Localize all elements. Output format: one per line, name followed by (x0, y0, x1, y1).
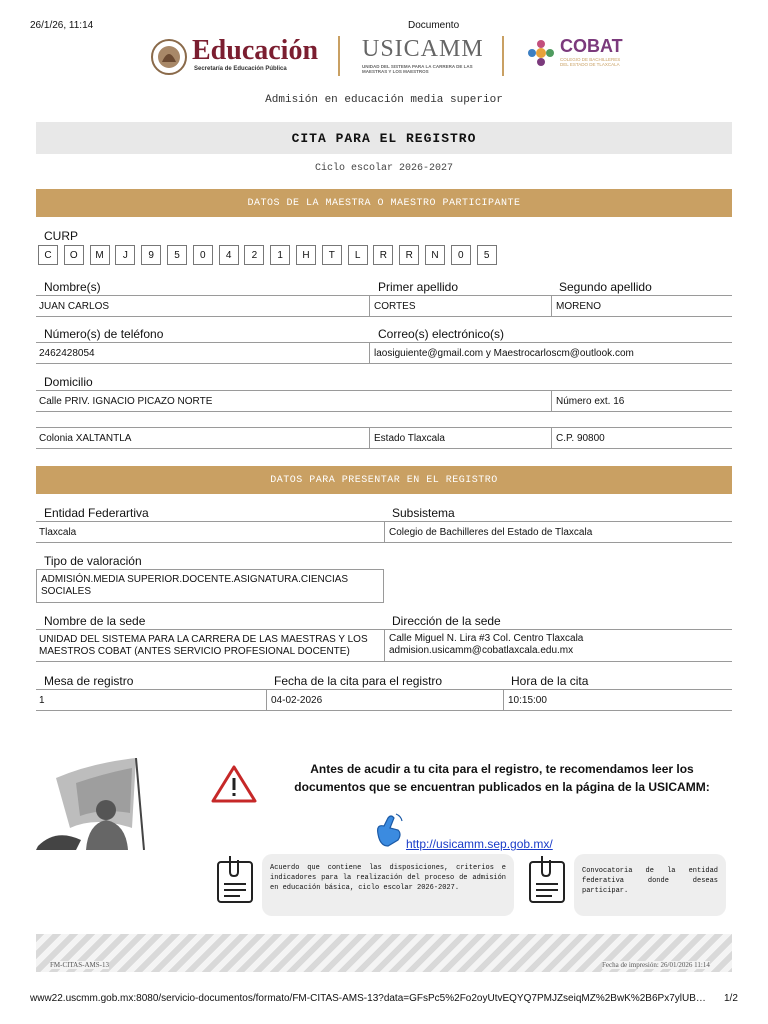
segundo-apellido-label: Segundo apellido (559, 280, 652, 294)
print-url: www22.uscmm.gob.mx:8080/servicio-documentos/formato/FM-CITAS-AMS-13?data=GFsPc5%2Fo2oyUtvEQYQ7PMJZseiqMZ%2BwK%2B6Px7ylUB… (30, 993, 706, 1004)
segundo-apellido-value: MORENO (556, 300, 601, 312)
doc-title: CITA PARA EL REGISTRO (36, 122, 732, 154)
woman-flag-icon (36, 758, 154, 850)
entidad-value: Tlaxcala (39, 526, 77, 538)
rule (384, 629, 385, 662)
rule (36, 411, 732, 412)
rule (36, 689, 732, 690)
cobat-flower-icon (526, 38, 556, 72)
rule (36, 710, 732, 711)
doc-card-convocatoria-text: Convocatoria de la entidad federativa donde deseas participar. (582, 867, 718, 895)
sep-name: Educación (192, 35, 319, 66)
mesa-label: Mesa de registro (44, 674, 134, 688)
direccion-value (389, 633, 583, 657)
usicamm-name: USICAMM (362, 36, 484, 62)
fecha-label: Fecha de la cita para el registro (274, 674, 443, 688)
document-icon (214, 854, 258, 904)
curp-char-box: T (322, 245, 342, 265)
sep-logo (150, 36, 330, 78)
fecha-value: 04-02-2026 (271, 694, 323, 706)
cp-value: C.P. 90800 (556, 432, 605, 444)
curp-char-box: 0 (451, 245, 471, 265)
rule (551, 295, 552, 317)
doc-card-acuerdo-text: Acuerdo que contiene las disposiciones, criterios e indicadores para la realización del proceso de admisión en educación básica, ciclo escolar 2026-2027. (270, 864, 506, 892)
telefono-value: 2462428054 (39, 347, 95, 359)
section-participant-header: DATOS DE LA MAESTRA O MAESTRO PARTICIPANTE (36, 189, 732, 217)
rule (551, 390, 552, 412)
pointing-hand-icon (370, 812, 404, 848)
sede-label: Nombre de la sede (44, 614, 146, 628)
curp-char-box: 0 (193, 245, 213, 265)
warning-icon (210, 764, 258, 804)
curp-char-box: C (38, 245, 58, 265)
school-cycle: Ciclo escolar 2026-2027 (314, 163, 454, 174)
logo-divider (338, 36, 340, 76)
hora-value: 10:15:00 (508, 694, 547, 706)
print-datetime: 26/1/26, 11:14 (30, 20, 94, 31)
cobat-logo (526, 36, 636, 78)
usicamm-logo (362, 36, 492, 78)
mesa-value: 1 (39, 694, 45, 706)
print-page-number: 1/2 (724, 993, 738, 1004)
cobat-sub: COLEGIO DE BACHILLERES DEL ESTADO DE TLAXCALA (560, 57, 621, 67)
doc-card-acuerdo[interactable] (262, 854, 514, 916)
rule (36, 448, 732, 449)
tipo-label: Tipo de valoración (44, 554, 142, 568)
curp-label: CURP (44, 229, 79, 243)
direccion-label: Dirección de la sede (392, 614, 501, 628)
notice-text: Antes de acudir a tu cita para el registro, te recomendamos leer los documentos que se encuentran publicados en la página de la USICAMM: (294, 762, 710, 794)
curp-char-box: J (115, 245, 135, 265)
rule (36, 316, 732, 317)
curp-char-box: N (425, 245, 445, 265)
curp-char-box: 5 (477, 245, 497, 265)
entidad-label: Entidad Federartiva (44, 506, 149, 520)
sede-value: UNIDAD DEL SISTEMA PARA LA CARRERA DE LAS MAESTRAS Y LOS MAESTROS COBAT (ANTES SERVICIO PROFESIONAL DOCENTE) (39, 633, 368, 657)
subsistema-label: Subsistema (392, 506, 455, 520)
nombres-label: Nombre(s) (44, 280, 101, 294)
curp-char-box: R (373, 245, 393, 265)
hora-label: Hora de la cita (511, 674, 589, 688)
curp-char-box: H (296, 245, 316, 265)
colonia-value: Colonia XALTANTLA (39, 432, 132, 444)
section-registration-header: DATOS PARA PRESENTAR EN EL REGISTRO (36, 466, 732, 494)
telefono-label: Número(s) de teléfono (44, 327, 164, 341)
domicilio-label: Domicilio (44, 375, 93, 389)
rule (369, 427, 370, 449)
form-code: FM-CITAS-AMS-13 (50, 961, 109, 969)
logo-divider-2 (502, 36, 504, 76)
correo-value: laosiguiente@gmail.com y Maestrocarloscm@outlook.com (374, 347, 634, 359)
print-page-title: Documento (408, 20, 460, 31)
nombres-value: JUAN CARLOS (39, 300, 110, 312)
curp-char-box: M (90, 245, 110, 265)
curp-char-box: 9 (141, 245, 161, 265)
numero-ext-value: Número ext. 16 (556, 395, 625, 407)
usicamm-link[interactable]: http://usicamm.sep.gob.mx/ (406, 837, 553, 851)
document-icon (526, 854, 570, 904)
subsistema-value: Colegio de Bachilleres del Estado de Tlaxcala (389, 526, 593, 538)
rule (266, 689, 267, 711)
sep-eagle-icon (150, 36, 188, 78)
curp-char-box: 1 (270, 245, 290, 265)
direccion-email: admision.usicamm@cobatlaxcala.edu.mx (389, 645, 574, 656)
rule (503, 689, 504, 711)
curp-char-box: O (64, 245, 84, 265)
rule (551, 427, 552, 449)
curp-char-box: 2 (244, 245, 264, 265)
primer-apellido-value: CORTES (374, 300, 416, 312)
cobat-name: COBAT (560, 36, 623, 56)
direccion-line-1: Calle Miguel N. Lira #3 Col. Centro Tlaxcala (389, 633, 584, 644)
sep-sub: Secretaría de Educación Pública (194, 66, 287, 72)
rule (384, 521, 385, 543)
curp-char-box: R (399, 245, 419, 265)
doc-subtitle: Admisión en educación media superior (265, 94, 503, 106)
curp-char-box: L (348, 245, 368, 265)
curp-boxes (38, 245, 498, 267)
curp-char-box: 4 (219, 245, 239, 265)
print-date: Fecha de impresión: 26/01/2026 11:14 (602, 961, 710, 969)
calle-value: Calle PRIV. IGNACIO PICAZO NORTE (39, 395, 213, 407)
rule (36, 363, 732, 364)
flag-illustration (36, 758, 154, 850)
estado-value: Estado Tlaxcala (374, 432, 445, 444)
usicamm-sub: UNIDAD DEL SISTEMA PARA LA CARRERA DE LAS MAESTRAS Y LOS MAESTROS (362, 64, 473, 74)
rule (369, 342, 370, 364)
tipo-value: ADMISIÓN.MEDIA SUPERIOR.DOCENTE.ASIGNATURA.CIENCIAS SOCIALES (36, 569, 384, 603)
primer-apellido-label: Primer apellido (378, 280, 459, 294)
curp-char-box: 5 (167, 245, 187, 265)
rule (369, 295, 370, 317)
doc-card-convocatoria[interactable] (574, 854, 726, 916)
correo-label: Correo(s) electrónico(s) (378, 327, 505, 341)
